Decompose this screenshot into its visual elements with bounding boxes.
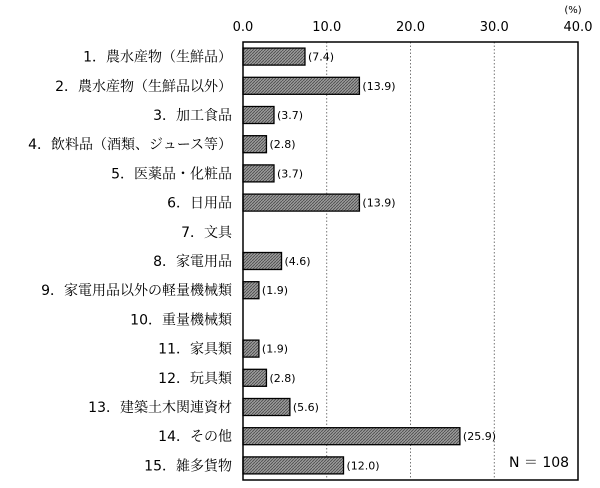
data-label: (12.0) bbox=[346, 459, 380, 473]
sample-size-label: N ＝ 108 bbox=[509, 455, 570, 471]
bar bbox=[243, 399, 290, 416]
data-label: (5.6) bbox=[292, 401, 319, 414]
category-label: 13．建築土木関連資材 bbox=[88, 400, 232, 416]
data-label: (13.9) bbox=[362, 196, 396, 210]
data-label: (25.9) bbox=[462, 430, 496, 444]
category-label: 1．農水産物（生鮮品） bbox=[83, 49, 232, 66]
x-tick-label: 30.0 bbox=[479, 20, 509, 35]
category-label: 3．加工食品 bbox=[153, 108, 232, 124]
bar bbox=[243, 48, 305, 65]
category-label: 8．家電用品 bbox=[153, 254, 232, 270]
category-label: 2．農水産物（生鮮品以外） bbox=[55, 78, 232, 95]
bar bbox=[243, 77, 359, 94]
bar bbox=[243, 165, 274, 182]
data-label: (13.9) bbox=[362, 79, 396, 93]
category-label: 7．文具 bbox=[181, 224, 232, 241]
x-tick-label: 10.0 bbox=[312, 20, 342, 35]
x-axis-ticks bbox=[233, 20, 593, 35]
grid-lines bbox=[327, 42, 495, 480]
data-label: (1.9) bbox=[261, 284, 288, 298]
bar bbox=[243, 194, 359, 211]
bar bbox=[243, 369, 266, 386]
unit-label: (%) bbox=[564, 5, 582, 16]
bar bbox=[243, 282, 259, 299]
data-label: (4.6) bbox=[284, 255, 311, 268]
data-label: (7.4) bbox=[307, 50, 335, 64]
category-label: 15．雑多貨物 bbox=[144, 458, 232, 475]
category-label: 10．重量機械類 bbox=[130, 312, 232, 329]
bar bbox=[243, 340, 259, 357]
bar bbox=[243, 107, 274, 124]
x-tick-label: 40.0 bbox=[563, 20, 593, 35]
category-label: 12．玩具類 bbox=[158, 370, 232, 387]
bar bbox=[243, 428, 460, 445]
bar bbox=[243, 457, 344, 474]
category-label: 5．医薬品・化粧品 bbox=[111, 166, 232, 183]
category-label: 6．日用品 bbox=[167, 195, 232, 212]
category-label: 14．その他 bbox=[158, 429, 232, 446]
data-label: (1.9) bbox=[261, 342, 288, 356]
category-label: 11．家具類 bbox=[158, 341, 232, 358]
bar bbox=[243, 253, 282, 270]
x-tick-label: 0.0 bbox=[232, 20, 254, 35]
bar bbox=[243, 136, 266, 153]
category-labels bbox=[28, 49, 233, 475]
data-label: (2.8) bbox=[269, 138, 296, 152]
category-label: 4．飲料品（酒類、ジュース等） bbox=[28, 137, 232, 154]
data-label: (2.8) bbox=[269, 371, 296, 385]
data-label: (3.7) bbox=[276, 167, 304, 181]
x-tick-label: 20.0 bbox=[396, 20, 425, 35]
bars bbox=[243, 48, 460, 474]
data-label: (3.7) bbox=[276, 109, 304, 122]
data-labels bbox=[262, 51, 496, 473]
category-label: 9．家電用品以外の軽量機械類 bbox=[41, 283, 232, 300]
